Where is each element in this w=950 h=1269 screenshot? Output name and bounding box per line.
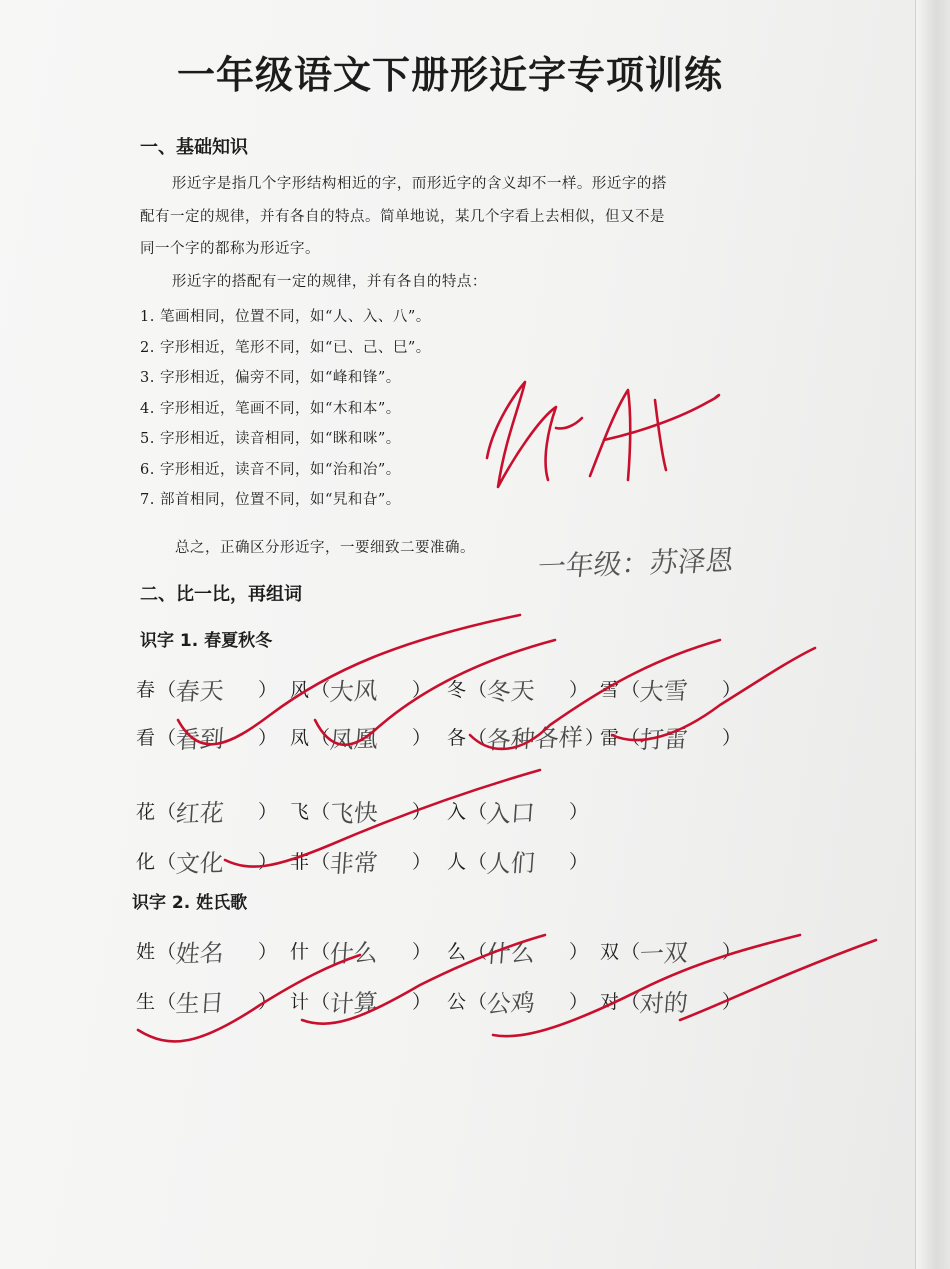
intro-line-3: 同一个字的都称为形近字。	[140, 241, 320, 257]
character: 什	[290, 941, 310, 963]
close-paren: ）	[412, 851, 432, 873]
word-pair-cell	[290, 930, 432, 969]
handwritten-answer[interactable]: 红花	[174, 798, 225, 829]
word-pair-cell	[136, 716, 278, 755]
page-edge	[915, 0, 950, 1269]
rule-item: 2. 字形相近，笔形不同，如“已、己、巳”。	[140, 339, 431, 356]
close-paren: ）	[722, 679, 742, 701]
student-signature: 一年级：苏泽恩	[536, 543, 736, 584]
character: 人	[447, 851, 467, 873]
open-paren: （	[621, 991, 641, 1013]
character: 各	[447, 727, 467, 749]
character: 雷	[600, 727, 620, 749]
rule-item: 5. 字形相近，读音相同，如“眯和咪”。	[140, 431, 401, 447]
close-paren: ）	[569, 941, 589, 963]
word-pair-cell	[447, 930, 589, 969]
handwritten-answer[interactable]: 姓名	[174, 938, 225, 969]
word-pair-cell	[447, 840, 589, 879]
handwritten-answer[interactable]: 打雷	[638, 724, 689, 755]
character: 入	[447, 801, 467, 823]
word-pair-cell	[290, 840, 432, 879]
section1-heading: 一、基础知识	[140, 137, 248, 158]
close-paren: ）	[258, 679, 278, 701]
close-paren: ）	[569, 801, 589, 823]
character: 春	[136, 679, 156, 701]
handwritten-answer[interactable]: 大风	[328, 676, 379, 707]
close-paren: ）	[722, 991, 742, 1013]
word-pair-cell	[600, 980, 742, 1019]
handwritten-answer[interactable]: 文化	[174, 848, 225, 879]
character: 么	[447, 941, 467, 963]
open-paren: （	[468, 991, 488, 1013]
group2-label: 识字 2. 姓氏歌	[132, 893, 248, 913]
rule-item: 6. 字形相近，读音不同，如“治和冶”。	[140, 461, 401, 478]
open-paren: （	[311, 801, 331, 823]
close-paren: ）	[722, 727, 742, 749]
handwritten-answer[interactable]: 凤凰	[328, 724, 379, 755]
close-paren: ）	[412, 679, 432, 701]
character: 凤	[290, 727, 310, 749]
word-pair-cell	[136, 930, 278, 969]
close-paren: ）	[585, 727, 605, 749]
open-paren: （	[311, 727, 331, 749]
open-paren: （	[157, 941, 177, 963]
page-title: 一年级语文下册形近字专项训练	[176, 53, 723, 97]
open-paren: （	[157, 851, 177, 873]
word-pair-cell	[136, 790, 278, 829]
character: 公	[447, 991, 467, 1013]
character: 看	[136, 727, 156, 749]
close-paren: ）	[412, 801, 432, 823]
character: 计	[290, 991, 310, 1013]
close-paren: ）	[569, 851, 589, 873]
close-paren: ）	[258, 727, 278, 749]
open-paren: （	[621, 941, 641, 963]
handwritten-answer[interactable]: 对的	[638, 988, 689, 1019]
handwritten-answer[interactable]: 入口	[485, 798, 536, 829]
word-pair-cell	[447, 790, 589, 829]
close-paren: ）	[258, 851, 278, 873]
handwritten-answer[interactable]: 一双	[638, 938, 689, 969]
open-paren: （	[157, 679, 177, 701]
open-paren: （	[621, 679, 641, 701]
close-paren: ）	[722, 941, 742, 963]
character: 对	[600, 991, 620, 1013]
word-pair-cell	[600, 668, 742, 707]
open-paren: （	[468, 727, 488, 749]
open-paren: （	[621, 727, 641, 749]
close-paren: ）	[258, 801, 278, 823]
handwritten-answer[interactable]: 人们	[485, 848, 536, 879]
rule-item: 4. 字形相近，笔画不同，如“木和本”。	[140, 400, 401, 417]
word-pair-cell	[136, 840, 278, 879]
word-pair-cell	[600, 930, 742, 969]
character: 非	[290, 851, 310, 873]
open-paren: （	[157, 991, 177, 1013]
handwritten-answer[interactable]: 大雪	[638, 676, 689, 707]
character: 生	[136, 991, 156, 1013]
word-pair-cell	[447, 980, 589, 1019]
open-paren: （	[311, 991, 331, 1013]
close-paren: ）	[258, 941, 278, 963]
intro-line-2: 配有一定的规律，并有各自的特点。简单地说，某几个字看上去相似，但又不是	[140, 208, 665, 225]
handwritten-answer[interactable]: 非常	[328, 848, 379, 879]
handwritten-answer[interactable]: 冬天	[485, 676, 536, 707]
handwritten-answer[interactable]: 什么	[485, 938, 536, 969]
handwritten-answer[interactable]: 计算	[328, 988, 379, 1019]
intro-line-1: 形近字是指几个字形结构相近的字，而形近字的含义却不一样。形近字的搭	[171, 176, 667, 192]
handwritten-answer[interactable]: 各种各样	[485, 723, 584, 755]
word-pair-cell	[136, 980, 278, 1019]
rules-intro: 形近字的搭配有一定的规律，并有各自的特点：	[171, 273, 487, 290]
close-paren: ）	[569, 679, 589, 701]
word-pair-cell	[290, 980, 432, 1019]
handwritten-answer[interactable]: 看到	[174, 724, 225, 755]
group1-label: 识字 1. 春夏秋冬	[140, 631, 273, 651]
close-paren: ）	[569, 991, 589, 1013]
rule-item: 7. 部首相同，位置不同，如“旯和旮”。	[140, 492, 401, 508]
word-pair-cell	[447, 668, 589, 707]
character: 姓	[136, 941, 156, 963]
intro-paragraph	[140, 168, 760, 298]
character: 雪	[600, 679, 620, 701]
summary-text: 总之，正确区分形近字，一要细致二要准确。	[175, 540, 475, 556]
word-pair-cell	[447, 716, 605, 755]
open-paren: （	[468, 679, 488, 701]
character: 风	[290, 679, 310, 701]
close-paren: ）	[412, 991, 432, 1013]
open-paren: （	[311, 941, 331, 963]
character: 飞	[290, 801, 310, 823]
word-pair-cell	[290, 668, 432, 707]
handwritten-answer[interactable]: 生日	[174, 988, 225, 1019]
handwritten-answer[interactable]: 什么	[328, 938, 379, 969]
handwritten-answer[interactable]: 春天	[174, 676, 225, 707]
open-paren: （	[311, 851, 331, 873]
character: 花	[136, 801, 156, 823]
section2-heading: 二、比一比，再组词	[140, 584, 302, 605]
open-paren: （	[157, 727, 177, 749]
close-paren: ）	[412, 727, 432, 749]
close-paren: ）	[258, 991, 278, 1013]
word-pair-cell	[290, 716, 432, 755]
word-pair-cell	[600, 716, 742, 755]
rules-list	[140, 302, 431, 516]
character: 双	[600, 941, 620, 963]
rule-item: 1. 笔画相同，位置不同，如“人、入、八”。	[140, 309, 431, 325]
open-paren: （	[468, 941, 488, 963]
open-paren: （	[311, 679, 331, 701]
close-paren: ）	[412, 941, 432, 963]
word-pair-cell	[136, 668, 278, 707]
character: 冬	[447, 679, 467, 701]
open-paren: （	[468, 851, 488, 873]
open-paren: （	[468, 801, 488, 823]
word-pair-cell	[290, 790, 432, 829]
open-paren: （	[157, 801, 177, 823]
handwritten-answer[interactable]: 公鸡	[485, 988, 536, 1019]
rule-item: 3. 字形相近，偏旁不同，如“峰和锋”。	[140, 370, 401, 386]
character: 化	[136, 851, 156, 873]
handwritten-answer[interactable]: 飞快	[328, 798, 379, 829]
